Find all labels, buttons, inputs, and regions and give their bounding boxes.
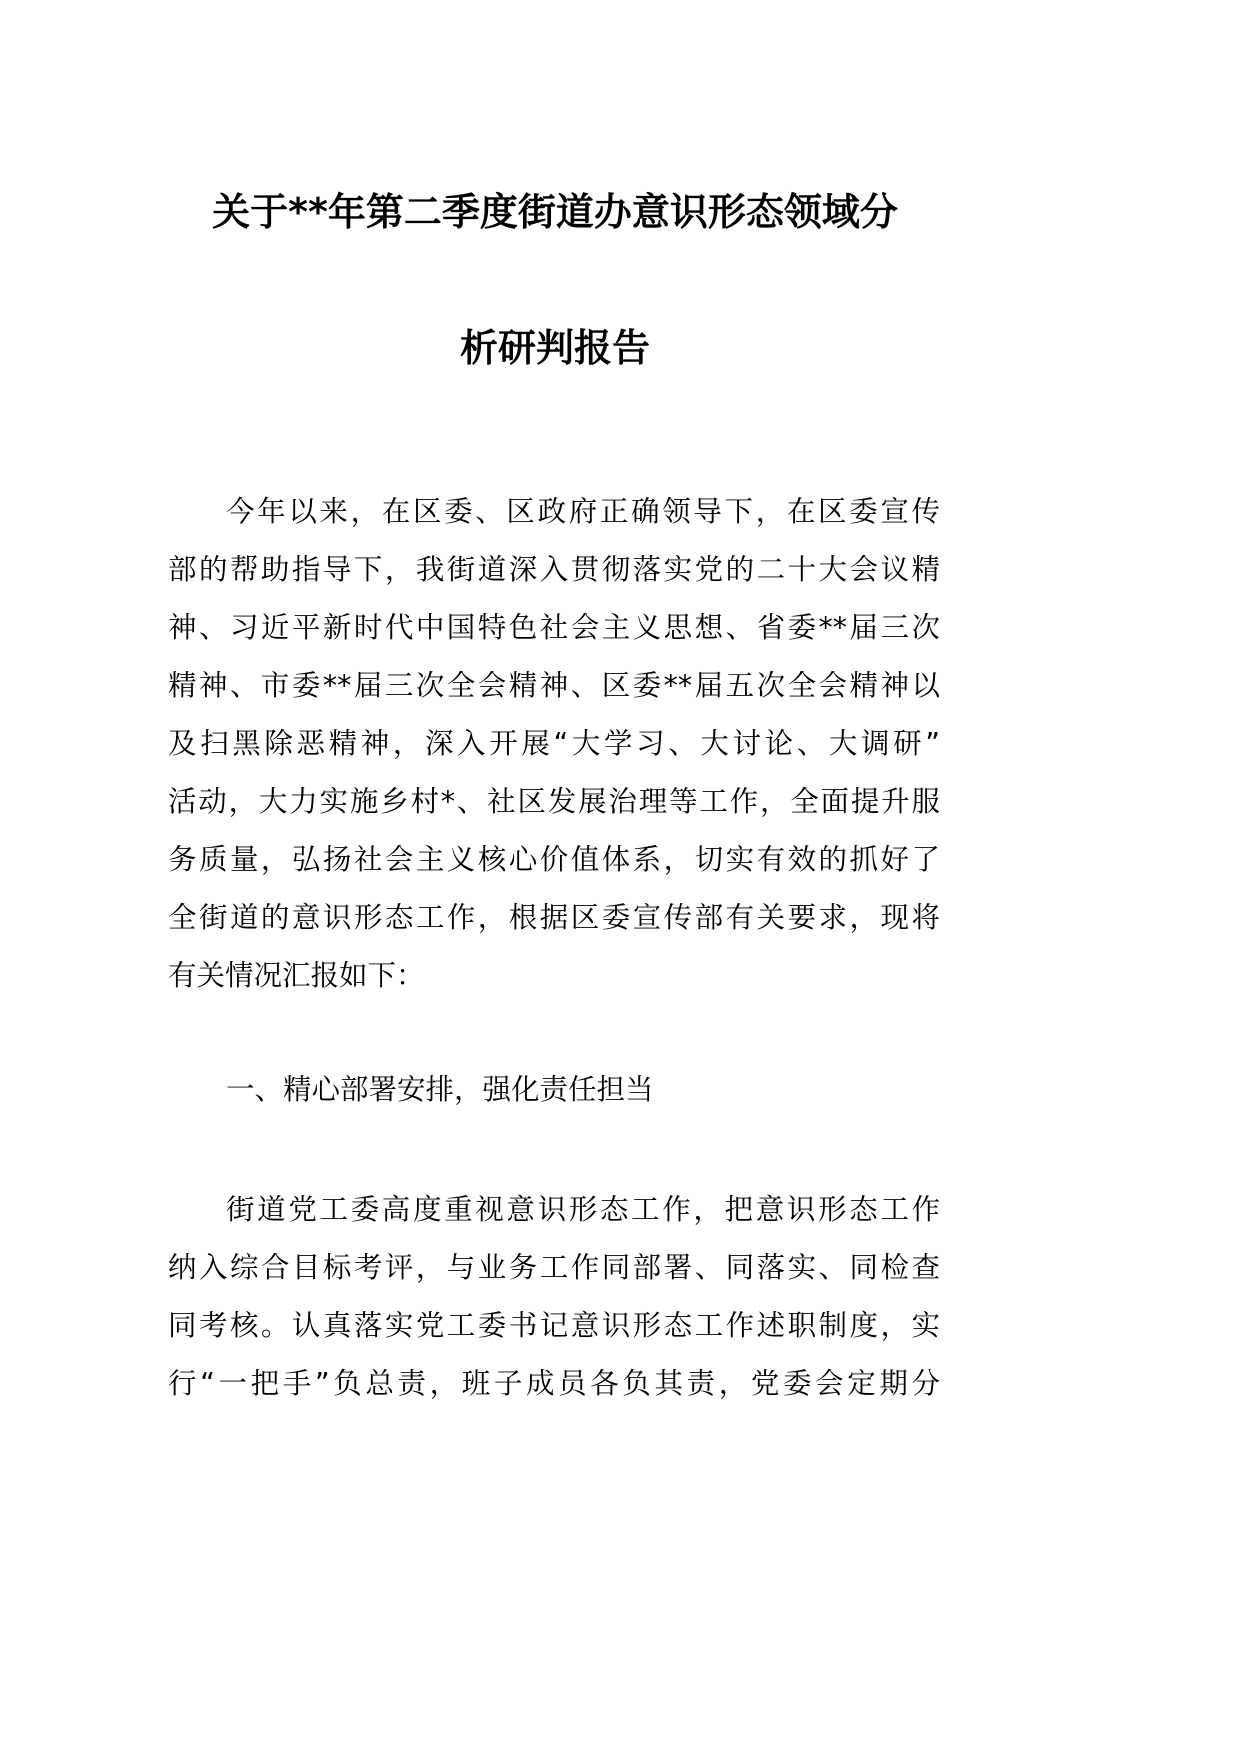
- document-title-line-1: 关于**年第二季度街道办意识形态领域分: [212, 190, 898, 234]
- paragraph-line: 活动，大力实施乡村*、社区发展治理等工作，全面提升服: [168, 785, 940, 818]
- document-title-line-2: 析研判报告: [459, 326, 650, 370]
- section-1-paragraph: [168, 1181, 940, 1413]
- paragraph-line: 部的帮助指导下，我街道深入贯彻落实党的二十大会议精: [168, 553, 940, 586]
- section-1-heading-wrap: [168, 1061, 940, 1119]
- paragraph-line: 务质量，弘扬社会主义核心价值体系，切实有效的抓好了: [168, 843, 940, 876]
- paragraph-line: 同考核。认真落实党工委书记意识形态工作述职制度，实: [168, 1309, 940, 1342]
- paragraph-line: 纳入综合目标考评，与业务工作同部署、同落实、同检查: [168, 1251, 940, 1284]
- paragraph-line: 全街道的意识形态工作，根据区委宣传部有关要求，现将: [168, 901, 940, 934]
- paragraph-line: 神、习近平新时代中国特色社会主义思想、省委**届三次: [168, 611, 940, 644]
- paragraph-line: 有关情况汇报如下：: [168, 959, 425, 992]
- paragraph-line: 精神、市委**届三次全会精神、区委**届五次全会精神以: [168, 669, 940, 702]
- intro-paragraph: [168, 483, 940, 1005]
- section-1-heading: 一、精心部署安排，强化责任担当: [226, 1073, 654, 1106]
- paragraph-line: 街道党工委高度重视意识形态工作，把意识形态工作: [226, 1193, 940, 1226]
- paragraph-line: 今年以来，在区委、区政府正确领导下，在区委宣传: [226, 495, 940, 528]
- paragraph-line: 行“一把手”负总责，班子成员各负其责，党委会定期分: [168, 1367, 940, 1400]
- paragraph-line: 及扫黑除恶精神，深入开展“大学习、大讨论、大调研”: [168, 727, 940, 760]
